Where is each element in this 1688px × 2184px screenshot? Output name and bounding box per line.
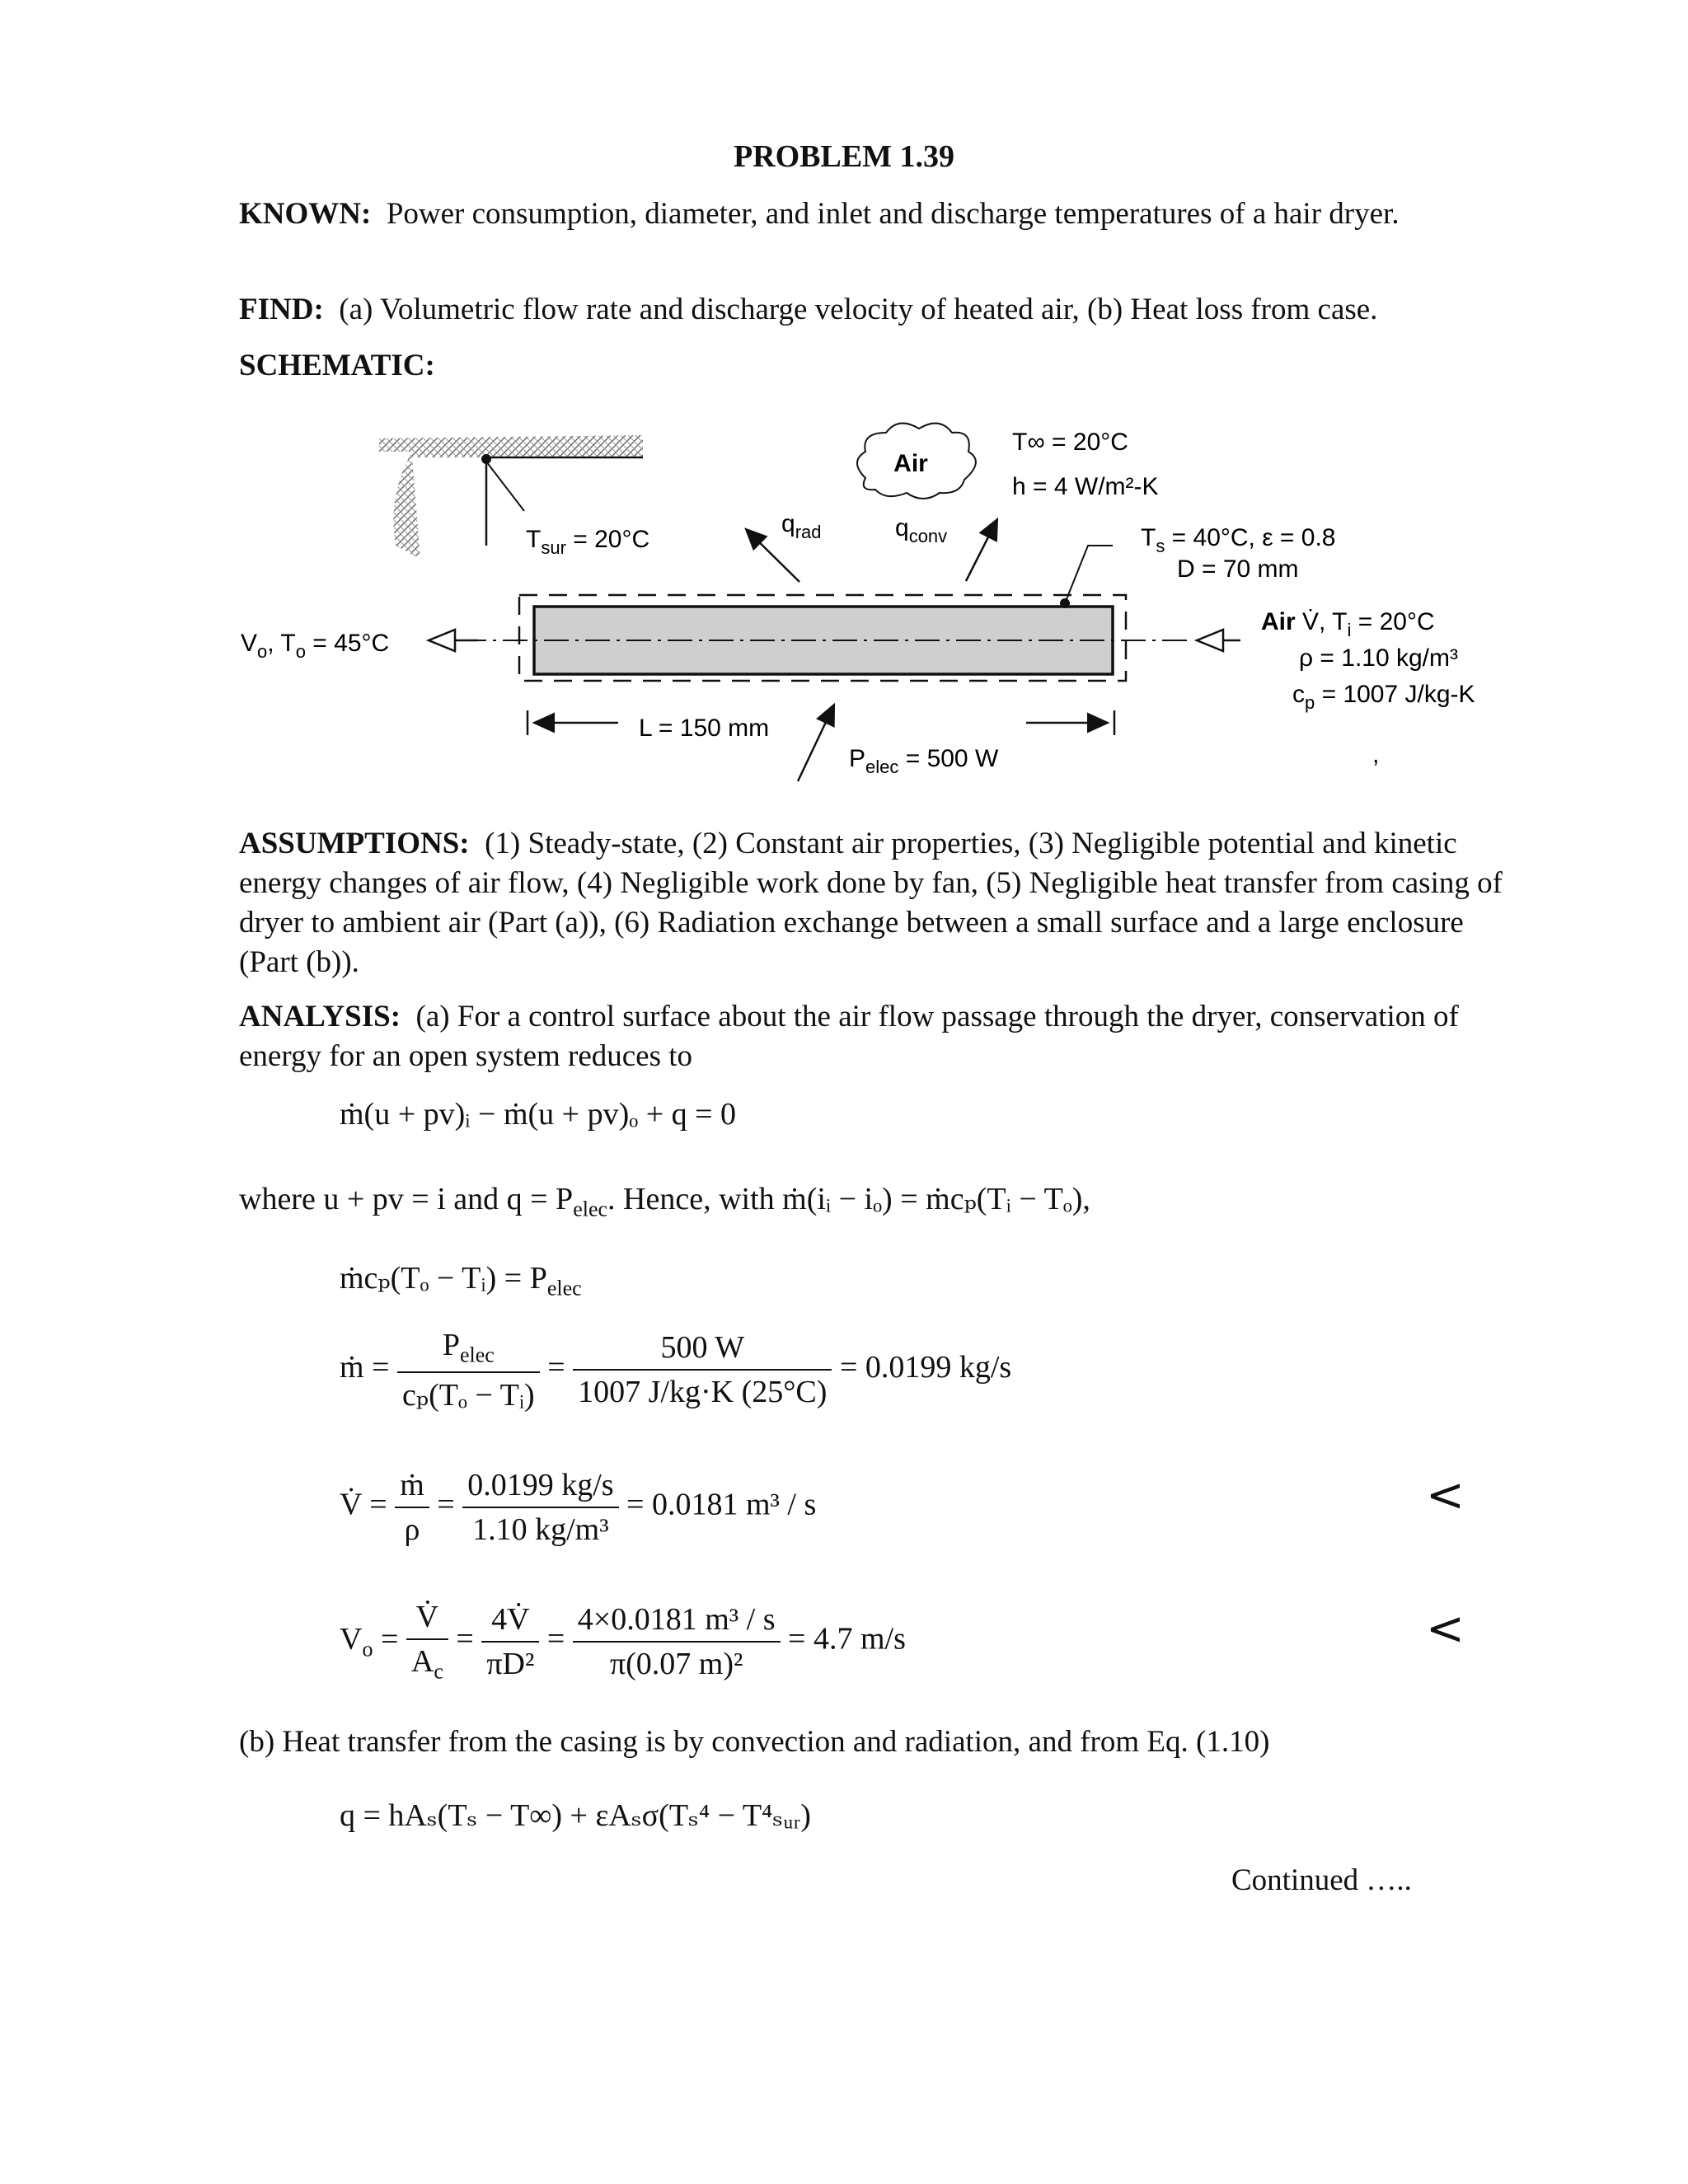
length-label: L = 150 mm: [639, 715, 770, 742]
mdot-result: = 0.0199 kg/s: [839, 1350, 1012, 1385]
vdot-fraction-1: $\frac{\text{ṁ}}{\rho}$: [395, 1467, 429, 1548]
inlet-label: Air V̇, $T_i = 20^\circ C$: [1261, 608, 1435, 640]
analysis-label: ANALYSIS:: [239, 1000, 401, 1033]
q-conv-label: $q_{conv}$: [895, 514, 948, 546]
assumptions-label: ASSUMPTIONS:: [239, 827, 470, 860]
cp-label: $c_p = 1007$ J/kg-K: [1292, 681, 1475, 713]
analysis-section: [239, 997, 1500, 1076]
balance-equation: [340, 1259, 582, 1301]
assumptions-section: [239, 824, 1508, 982]
outlet-label: $V_o$, $T_o = 45^\circ C$: [241, 630, 390, 662]
where-line: [239, 1180, 1090, 1222]
vdot-result: = 0.0181 m³ / s: [626, 1487, 817, 1522]
answer-mark-2: <: [1426, 1602, 1465, 1656]
stray-mark: ,: [1372, 741, 1380, 768]
assumptions-text: (1) Steady-state, (2) Constant air properties, (3) Negligible potential and kinetic energy changes of air flow, (4) Negligible work done by fan, (5) Negligible heat transfer from casing of dryer to ambient air (Part (a)), (6) Radiation exchange between a small surface and a large enclosure (Part (b)).: [239, 827, 1503, 979]
heat-loss-equation: q = hAₛ(Tₛ − T∞) + εAₛσ(Tₛ⁴ − T⁴ₛᵤᵣ): [340, 1798, 811, 1833]
vo-fraction-2: $\frac{4V̇}{\text{πD²}}$: [481, 1601, 539, 1682]
mdot-lhs: ṁ =: [340, 1350, 390, 1385]
t-inf-label: T∞ = 20°C: [1012, 429, 1128, 456]
part-b-text: (b) Heat transfer from the casing is by convection and radiation, and from Eq. (1.10): [239, 1725, 1270, 1759]
where-text: where u + pv = i and q = P: [239, 1182, 574, 1216]
known-text: Power consumption, diameter, and inlet and discharge temperatures of a hair dryer.: [386, 197, 1400, 231]
vdot-lhs: V̇ =: [340, 1487, 387, 1522]
vo-fraction-1: $\frac{V̇}{A_c}$: [406, 1599, 448, 1685]
vdot-fraction-2: $\frac{0.0199 kg/s}{\text{1.10 kg/m³}}$: [462, 1467, 618, 1548]
velocity-equation: $V_o$ = $\frac{V̇}{A_c}$ = $\frac{4V̇}{\text{πD²}}$ = $\frac{\text{4×0.0181 m³ / s}}{\text{π(0.07 m)²}}$ = 4.7 m/s: [340, 1600, 906, 1684]
mdot-fraction-2: $\frac{500 W}{1007 J/kg\cdot K (25^\circ C)}$: [573, 1329, 832, 1410]
energy-equation: ṁ(u + pv)ᵢ − ṁ(u + pv)ₒ + q = 0: [340, 1097, 737, 1132]
p-elec-label: $P_{elec} = 500$ W: [849, 745, 999, 777]
vo-fraction-3: $\frac{\text{4×0.0181 m³ / s}}{\text{π(0.07 m)²}}$: [573, 1601, 781, 1682]
mdot-fraction-1: $\frac{P_{elec}}{\text{cₚ(Tₒ − Tᵢ)}}$: [397, 1327, 540, 1413]
vo-result: = 4.7 m/s: [788, 1621, 906, 1657]
density-label: ρ = 1.10 kg/m³: [1299, 644, 1458, 672]
hair-dryer-schematic: [0, 0, 1688, 791]
find-text: (a) Volumetric flow rate and discharge velocity of heated air, (b) Heat loss from case.: [339, 293, 1378, 326]
continued-text: Continued …..: [1231, 1863, 1412, 1897]
t-sur-label: $T_{sur} = 20^\circ C$: [526, 526, 650, 558]
h-label: h = 4 W/m²-K: [1012, 473, 1159, 500]
balance-text: ṁcₚ(Tₒ − Tᵢ) = P: [340, 1261, 547, 1296]
known-label: KNOWN:: [239, 197, 372, 231]
analysis-text: (a) For a control surface about the air flow passage through the dryer, conservation of energy for an open system reduces to: [239, 1000, 1459, 1073]
volumetric-flow-equation: V̇ = $\frac{\text{ṁ}}{\rho}$ = $\frac{0.0199 kg/s}{\text{1.10 kg/m³}}$ = 0.0181 m³ / s: [340, 1468, 817, 1547]
q-rad-label: $q_{rad}$: [781, 510, 822, 542]
page-title: PROBLEM 1.39: [733, 139, 955, 174]
mass-flow-equation: ṁ = $\frac{P_{elec}}{\text{cₚ(Tₒ − Tᵢ)}}$ = $\frac{500 W}{1007 J/kg\cdot K (25^\circ C)}$ = 0.0199 kg/s: [340, 1328, 1012, 1413]
diameter-label: D = 70 mm: [1177, 555, 1299, 583]
vo-lhs: $V_o$ =: [340, 1621, 399, 1661]
find-label: FIND:: [239, 293, 324, 326]
balance-sub: elec: [546, 1276, 582, 1301]
t-s-label: $T_s = 40^\circ C$, ε = 0.8: [1141, 524, 1336, 556]
where-text2: . Hence, with: [607, 1182, 783, 1216]
schematic-label: SCHEMATIC:: [239, 349, 435, 382]
answer-mark-1: <: [1426, 1469, 1465, 1522]
where-sub: elec: [573, 1197, 608, 1221]
enthalpy-equation: ṁ(iᵢ − iₒ) = ṁcₚ(Tᵢ − Tₒ),: [782, 1182, 1090, 1216]
air-cloud-label: Air: [893, 450, 928, 477]
